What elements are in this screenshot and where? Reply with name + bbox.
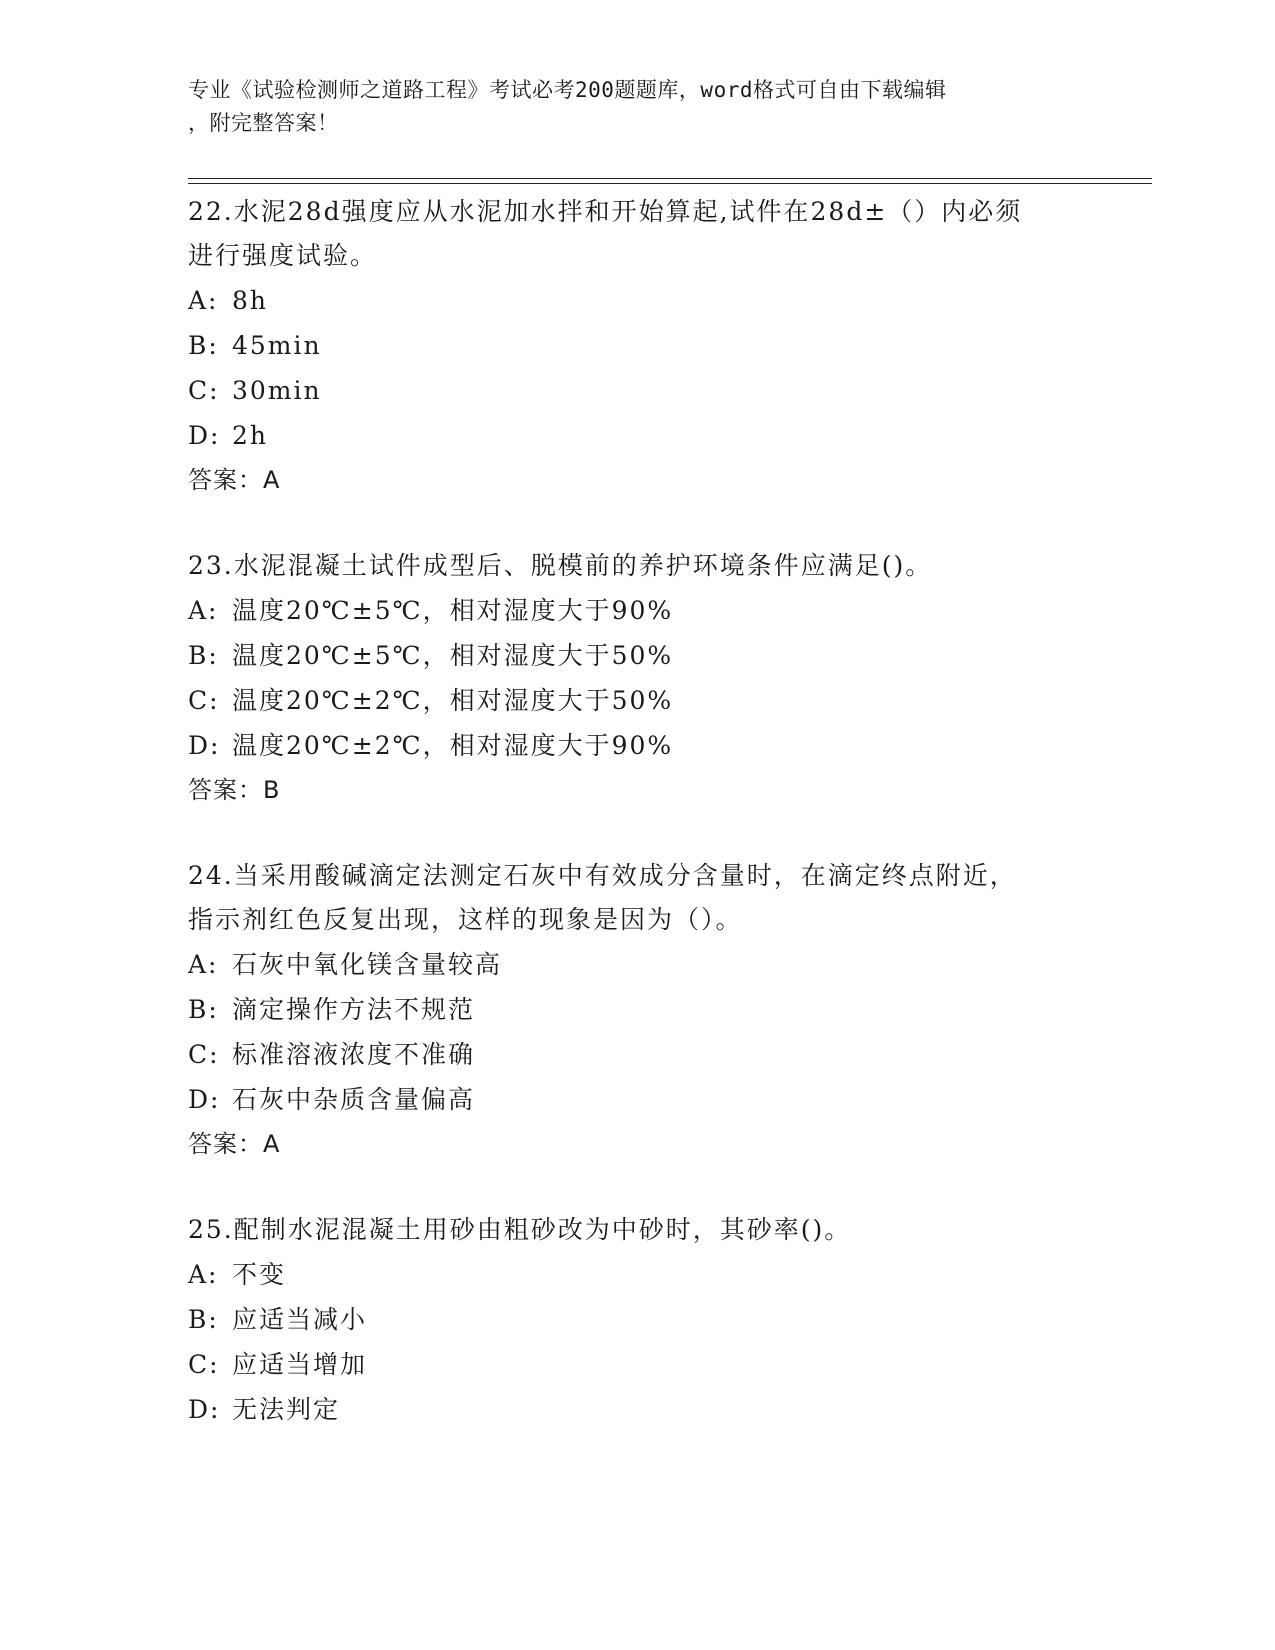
stem-line: 25.配制水泥混凝土用砂由粗砂改为中砂时，其砂率()。 [188, 1215, 852, 1244]
question-spacer [188, 1166, 1088, 1208]
option-text: 应适当增加 [232, 1350, 368, 1379]
option-b [188, 987, 1088, 1032]
header-line-1: 专业《试验检测师之道路工程》考试必考200题题库，word格式可自由下载编辑 [188, 78, 947, 102]
question-25 [188, 1208, 1088, 1432]
option-a [188, 278, 1088, 323]
stem-line: 进行强度试验。 [188, 241, 378, 270]
option-a [188, 1252, 1088, 1297]
option-text: 不变 [232, 1260, 287, 1289]
option-text: 2h [232, 421, 269, 450]
option-text: 无法判定 [232, 1395, 341, 1424]
option-c [188, 1342, 1088, 1387]
option-text: 8h [232, 286, 269, 315]
option-letter: D: [188, 421, 221, 450]
header-line-2: ，附完整答案！ [188, 111, 339, 135]
option-text: 温度20℃±2℃，相对湿度大于50% [232, 686, 674, 715]
option-d [188, 723, 1088, 768]
option-text: 温度20℃±2℃，相对湿度大于90% [232, 731, 674, 760]
option-b [188, 1297, 1088, 1342]
option-letter: B: [188, 641, 219, 670]
option-letter: D: [188, 1395, 221, 1424]
question-stem [188, 190, 1088, 278]
option-letter: C: [188, 1040, 220, 1069]
question-spacer [188, 502, 1088, 544]
option-letter: B: [188, 995, 219, 1024]
option-d [188, 1387, 1088, 1432]
document-header [188, 74, 1068, 140]
question-spacer [188, 812, 1088, 854]
option-letter: C: [188, 686, 220, 715]
option-text: 应适当减小 [232, 1305, 368, 1334]
option-letter: A: [188, 596, 219, 625]
option-text: 温度20℃±5℃，相对湿度大于90% [232, 596, 674, 625]
stem-line: 指示剂红色反复出现，这样的现象是因为（）。 [188, 905, 743, 934]
option-text: 标准溶液浓度不准确 [232, 1040, 476, 1069]
answer-text: 答案：B [188, 776, 281, 804]
question-24 [188, 854, 1088, 1166]
stem-line: 22.水泥28d强度应从水泥加水拌和开始算起,试件在28d±（）内必须 [188, 197, 1023, 226]
option-text: 温度20℃±5℃，相对湿度大于50% [232, 641, 674, 670]
option-letter: C: [188, 376, 220, 405]
question-stem [188, 1208, 1088, 1252]
option-a [188, 942, 1088, 987]
question-stem [188, 544, 1088, 588]
question-23 [188, 544, 1088, 812]
option-b [188, 633, 1088, 678]
option-b [188, 323, 1088, 368]
option-c [188, 1032, 1088, 1077]
option-letter: C: [188, 1350, 220, 1379]
question-stem [188, 854, 1088, 942]
question-list [188, 190, 1088, 1432]
option-letter: B: [188, 331, 219, 360]
option-d [188, 413, 1088, 458]
option-text: 45min [232, 331, 322, 360]
answer-text: 答案：A [188, 466, 281, 494]
question-22 [188, 190, 1088, 502]
stem-line: 24.当采用酸碱滴定法测定石灰中有效成分含量时，在滴定终点附近， [188, 861, 1017, 890]
option-letter: B: [188, 1305, 219, 1334]
header-divider-top [188, 178, 1152, 179]
option-text: 石灰中杂质含量偏高 [232, 1085, 476, 1114]
answer-text: 答案：A [188, 1130, 281, 1158]
option-d [188, 1077, 1088, 1122]
option-letter: D: [188, 731, 221, 760]
header-divider-bottom [188, 183, 1152, 184]
option-letter: D: [188, 1085, 221, 1114]
option-c [188, 678, 1088, 723]
option-text: 石灰中氧化镁含量较高 [232, 950, 503, 979]
option-c [188, 368, 1088, 413]
option-text: 30min [232, 376, 322, 405]
option-text: 滴定操作方法不规范 [232, 995, 476, 1024]
option-letter: A: [188, 1260, 219, 1289]
option-letter: A: [188, 950, 219, 979]
stem-line: 23.水泥混凝土试件成型后、脱模前的养护环境条件应满足()。 [188, 551, 933, 580]
option-letter: A: [188, 286, 219, 315]
option-a [188, 588, 1088, 633]
